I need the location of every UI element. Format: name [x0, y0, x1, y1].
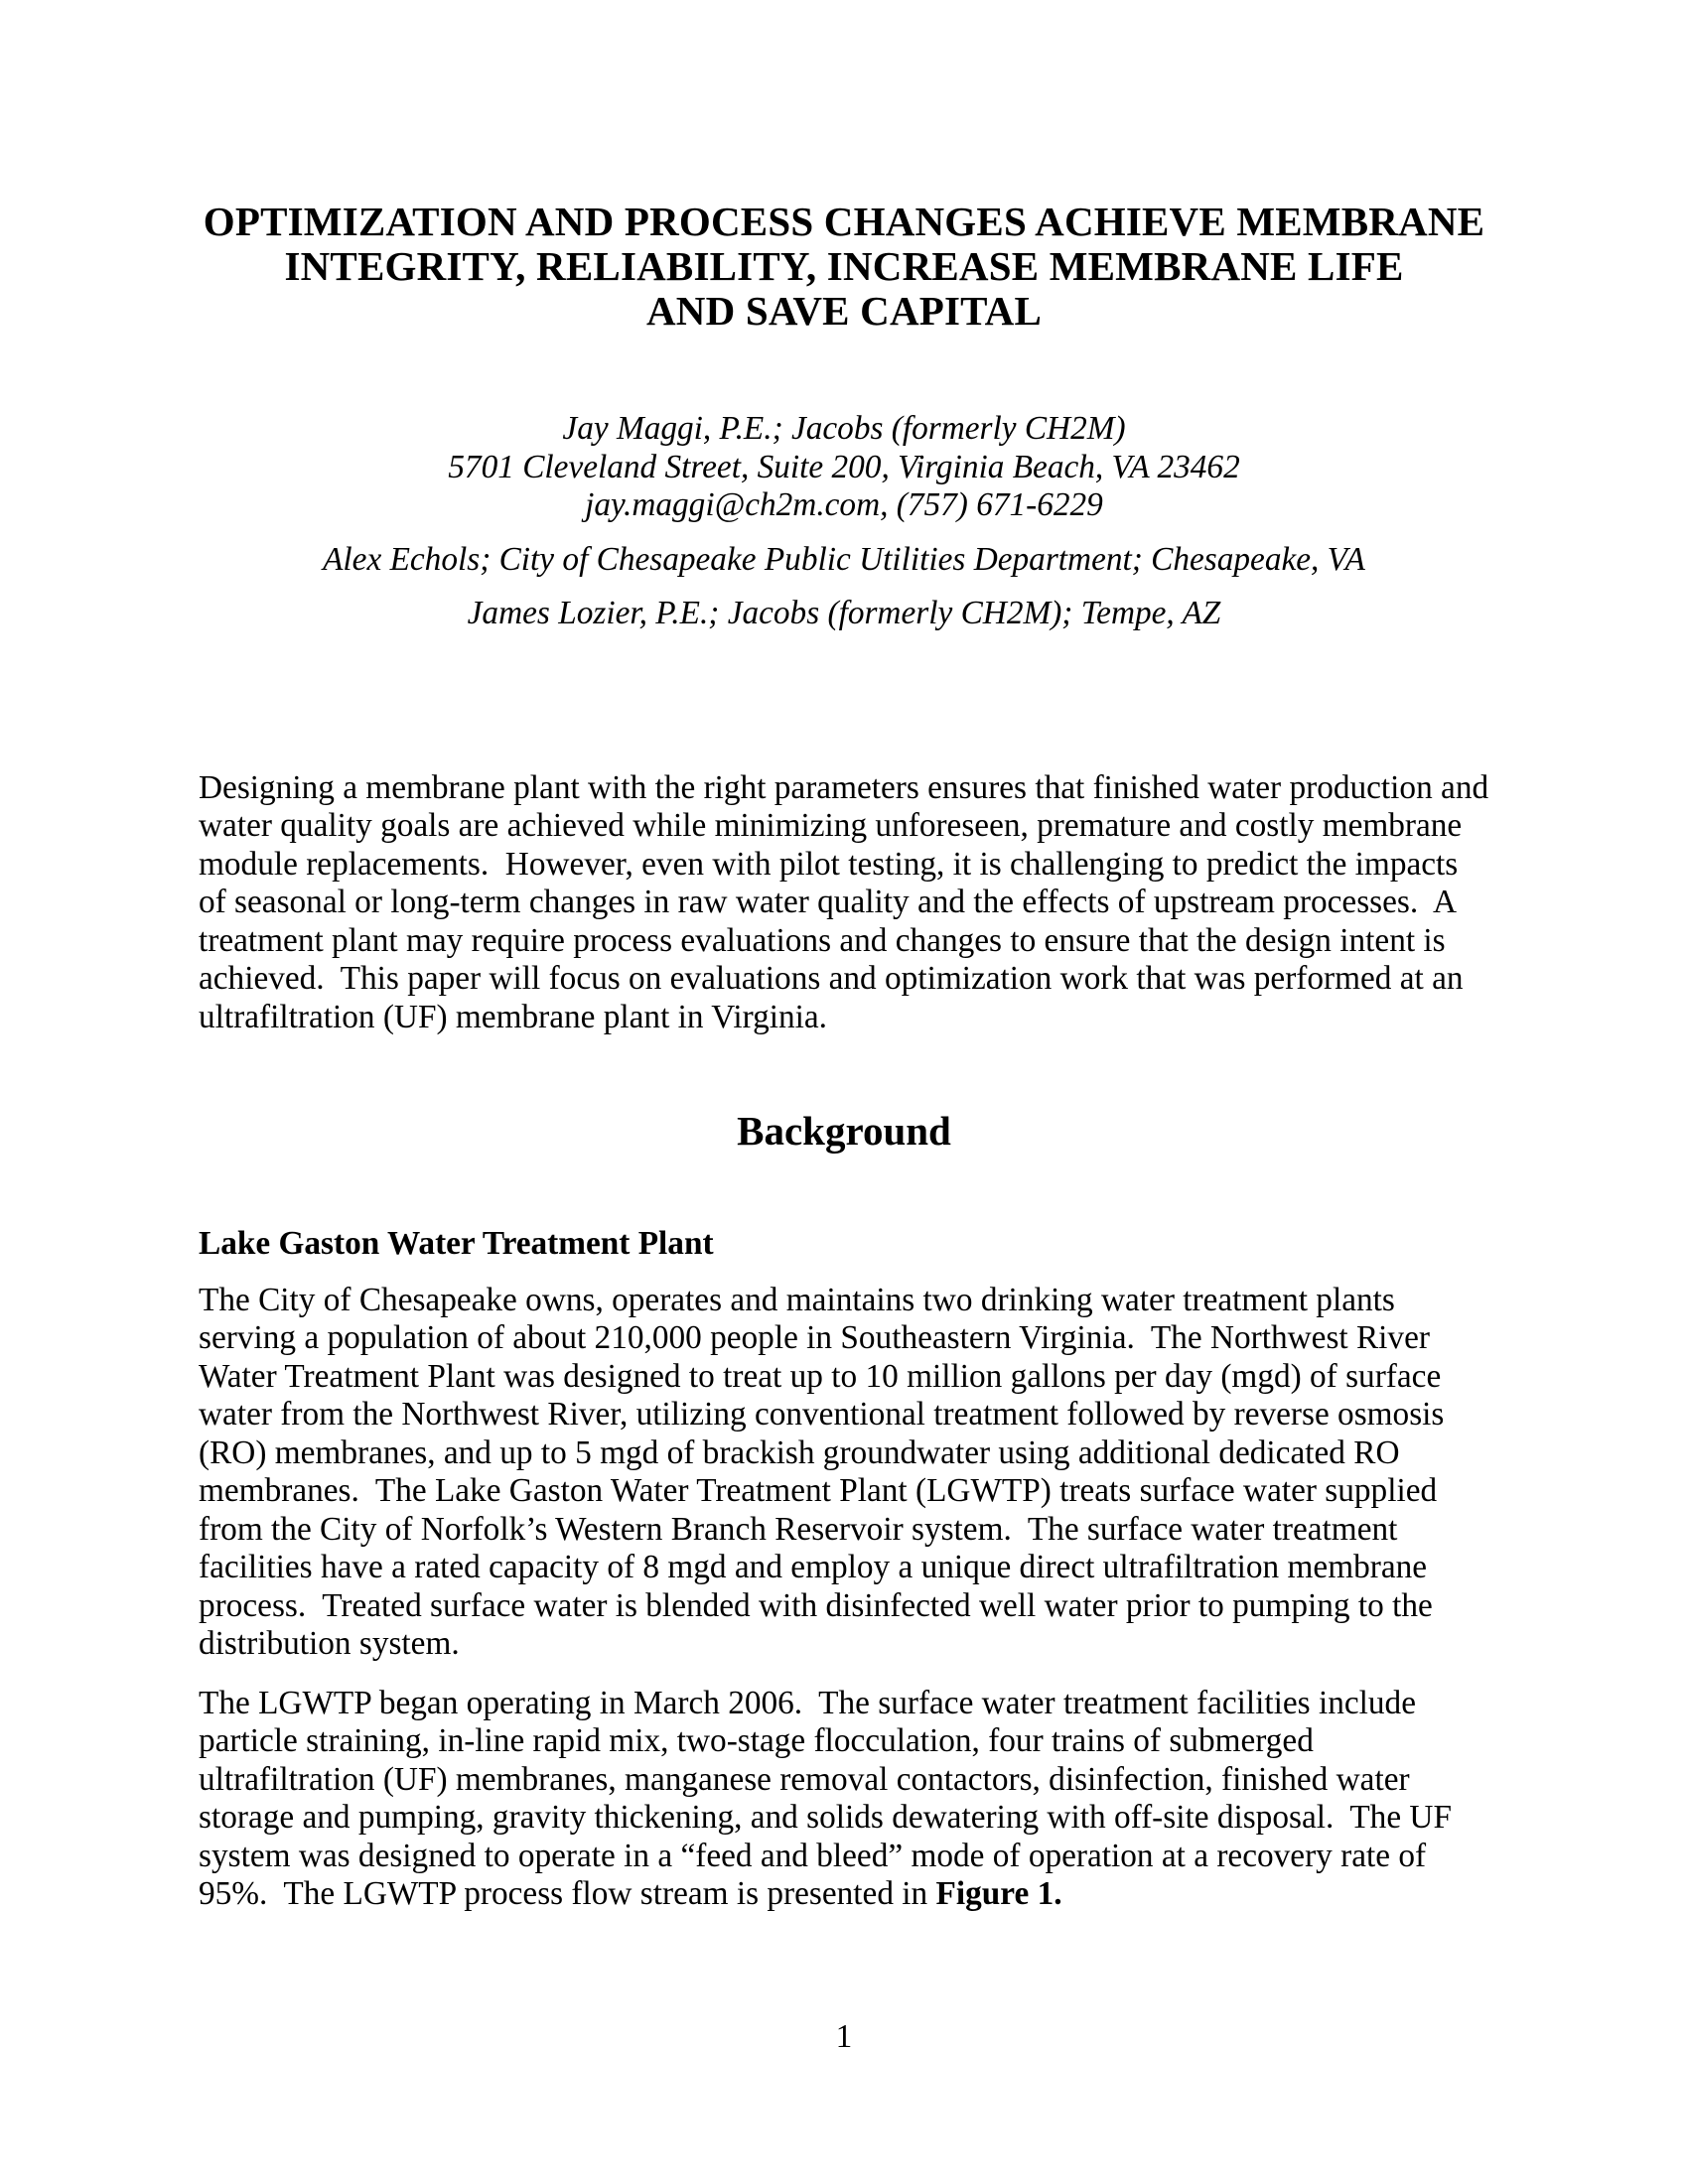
subsection-heading-lake-gaston: Lake Gaston Water Treatment Plant: [199, 1225, 714, 1262]
figure-1-reference: Figure 1.: [935, 1875, 1062, 1912]
author-block: [199, 410, 1489, 633]
author-jay-maggi-address: 5701 Cleveland Street, Suite 200, Virginia Beach, VA 23462: [448, 448, 1240, 485]
paper-title-line-1: OPTIMIZATION AND PROCESS CHANGES ACHIEVE MEMBRANE: [203, 199, 1485, 244]
paragraph-lgwtp-operation: [199, 1685, 1489, 1914]
author-jay-maggi-name: Jay Maggi, P.E.; Jacobs (formerly CH2M): [562, 410, 1126, 447]
author-jay-maggi: [199, 410, 1489, 525]
paper-title: [199, 0, 1489, 334]
author-jay-maggi-contact: jay.maggi@ch2m.com, (757) 671-6229: [585, 486, 1103, 523]
page-number: 1: [835, 2018, 853, 2055]
paper-title-line-3: AND SAVE CAPITAL: [645, 288, 1043, 334]
abstract-paragraph: Designing a membrane plant with the right parameters ensures that finished water production and water quality goals are achieved while minimizing unforeseen, premature and costly membrane module replacements. However, even with pilot testing, it is challenging to predict the impacts of seasonal or long-term changes in raw water quality and the effects of upstream processes. A treatment plant may require process evaluations and changes to ensure that the design intent is achieved. This paper will focus on evaluations and optimization work that was performed at an ultrafiltration (UF) membrane plant in Virginia.: [199, 768, 1497, 1035]
author-james-lozier: James Lozier, P.E.; Jacobs (formerly CH2M); Tempe, AZ: [467, 595, 1221, 631]
section-heading-background: Background: [737, 1108, 951, 1154]
paragraph-lgwtp-operation-text: The LGWTP began operating in March 2006. The surface water treatment facilities include particle straining, in-line rapid mix, two-stage flocculation, four trains of submerged ultrafiltration (UF) membranes, manganese removal contactors, disinfection, finished water storage and pumping, gravity thickening, and solids dewatering with off-site disposal. The UF system was designed to operate in a “feed and bleed” mode of operation at a recovery rate of 95%. The LGWTP process flow stream is presented in: [199, 1684, 1461, 1912]
paper-title-line-2: INTEGRITY, RELIABILITY, INCREASE MEMBRANE LIFE: [284, 243, 1404, 289]
author-alex-echols: Alex Echols; City of Chesapeake Public Utilities Department; Chesapeake, VA: [323, 540, 1365, 578]
paragraph-plant-overview: The City of Chesapeake owns, operates and maintains two drinking water treatment plants serving a population of about 210,000 people in Southeastern Virginia. The Northwest River Water Treatment Plant was designed to treat up to 10 million gallons per day (mgd) of surface water from the Northwest River, utilizing conventional treatment followed by reverse osmosis (RO) membranes, and up to 5 mgd of brackish groundwater using additional dedicated RO membranes. The Lake Gaston Water Treatment Plant (LGWTP) treats surface water supplied from the City of Norfolk’s Western Branch Reservoir system. The surface water treatment facilities have a rated capacity of 8 mgd and employ a unique direct ultrafiltration membrane process. Treated surface water is blended with disinfected well water prior to pumping to the distribution system.: [199, 1281, 1453, 1662]
